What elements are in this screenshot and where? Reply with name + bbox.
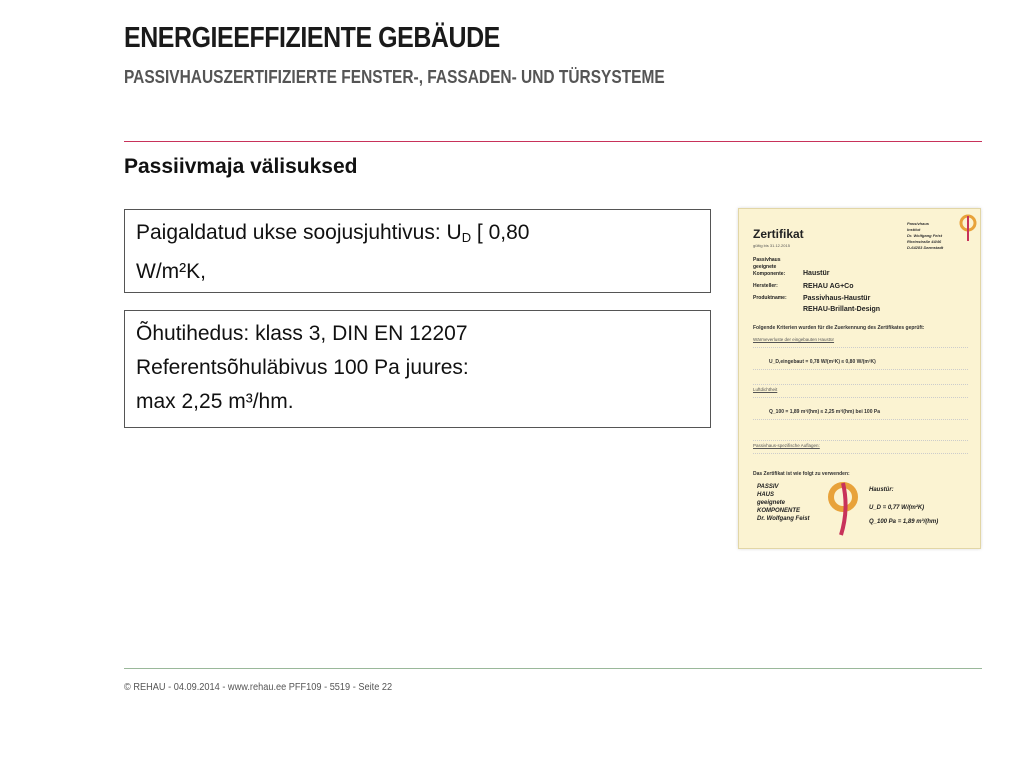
institute-line: Passivhaus [907,221,930,226]
cert-section-airtight: Luftdichtheit [753,387,778,392]
bottom-divider [124,668,982,669]
cert-formula-ud: U_D,eingebaut = 0,78 W/(m²K) ≤ 0,80 W/(m²K) [769,359,876,365]
cert-row-value: REHAU AG+Co [803,283,854,290]
cert-usage-intro: Das Zertifikat ist wie folgt zu verwenden: [753,471,850,477]
stamp-line: geeignete [757,500,786,506]
cert-text-block [753,397,968,408]
passivhaus-logo-icon [957,213,979,243]
passivhaus-seal-icon [825,479,861,537]
ud-prefix: Paigaldatud ukse soojusjuhtivus: U [136,221,462,244]
thermal-conductivity-line [136,216,699,255]
certificate-date: gültig bis 31.12.2015 [753,243,790,248]
top-divider [124,141,982,142]
ud-subscript: D [461,230,472,245]
certificate-image [738,208,981,549]
cert-row-value: Passivhaus-Haustür [803,295,871,302]
cert-row-label: Hersteller: [753,283,778,289]
cert-right-q: Q_100 Pa = 1,89 m³/(hm) [869,519,939,525]
cert-criteria-intro: Folgende Kriterien wurden für die Zuerkennung des Zertifikates geprüft: [753,325,925,331]
institute-line: Institut [907,227,921,232]
cert-formula-q100: Q_100 = 1,89 m³/(hm) ≤ 2,25 m³/(hm) bei 100 Pa [769,409,880,415]
cert-text-block [753,347,968,358]
passivhaus-stamp [757,483,810,523]
cert-right-ud: U_D = 0,77 W/(m²K) [869,505,925,511]
cert-row-label: Passivhaus geeignete Komponente: [753,257,786,277]
institute-line: Rheinstraße 44/46 [907,239,942,244]
institute-line: D-64283 Darmstadt [907,245,944,250]
section-heading: Passiivmaja välisuksed [124,155,358,178]
thermal-conductivity-unit: W/m²K, [136,260,206,283]
cert-right-title: Haustür: [869,487,894,493]
cert-text-block [753,453,968,460]
institute-line: Dr. Wolfgang Feist [907,233,943,238]
cert-text-block [753,369,968,385]
cert-row-value: REHAU-Brillant-Design [803,306,881,313]
certificate-title: Zertifikat [753,227,804,241]
cert-section-specific: Passivhaus-spezifische Auflagen: [753,443,820,448]
page-subtitle: PASSIVHAUSZERTIFIZIERTE FENSTER-, FASSADEN- UND TÜRSYSTEME [124,67,665,87]
air-tightness-line-3: max 2,25 m³/hm. [136,390,294,413]
stamp-line: HAUS [757,492,775,498]
footer-text: © REHAU - 04.09.2014 - www.rehau.ee PFF109 - 5519 - Seite 22 [124,682,393,693]
air-tightness-line-2: Referentsõhuläbivus 100 Pa juures: [136,356,469,379]
air-tightness-line-1: Õhutihedus: klass 3, DIN EN 12207 [136,322,468,345]
page-title: ENERGIEEFFIZIENTE GEBÄUDE [124,22,500,54]
stamp-line: PASSIV [757,484,779,490]
stamp-line: KOMPONENTE [757,508,801,514]
cert-row-label: Produktname: [753,295,787,301]
cert-row-value: Haustür [803,270,830,277]
air-tightness-box [124,310,711,428]
ud-value: [ 0,80 [471,221,530,244]
thermal-conductivity-box [124,209,711,293]
cert-text-block [753,419,968,441]
stamp-line: Dr. Wolfgang Feist [757,516,810,522]
cert-section-heat: Wärmeverluste der eingebauten Haustür [753,337,835,342]
